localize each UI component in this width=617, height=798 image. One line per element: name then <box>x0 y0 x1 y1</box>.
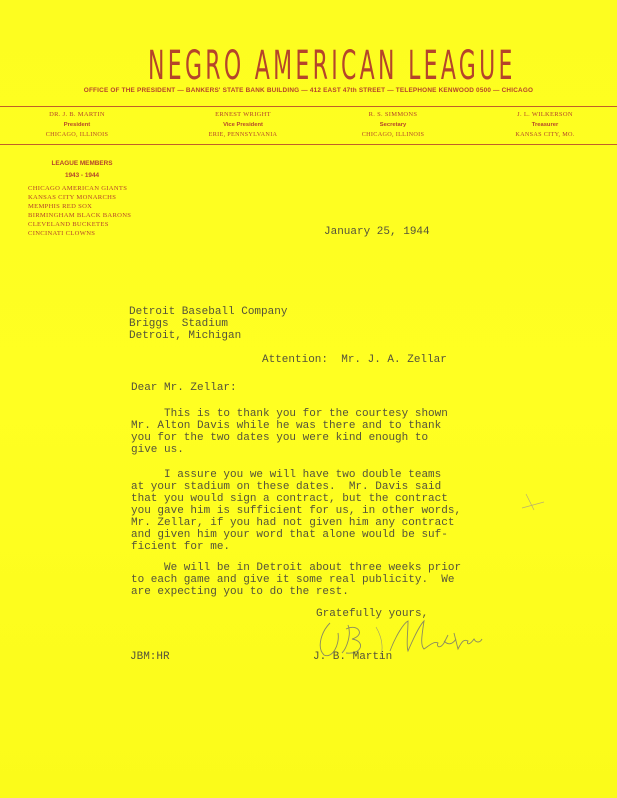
attention-line: Attention: Mr. J. A. Zellar <box>262 354 447 366</box>
officer-treasurer <box>470 110 617 140</box>
body-line: and given him your word that alone would be suf- <box>131 529 448 541</box>
league-members <box>28 160 142 238</box>
margin-mark-icon <box>518 490 548 520</box>
member-team: CINCINATI CLOWNS <box>28 230 96 237</box>
divider-top <box>0 106 617 107</box>
recipient-line: Briggs Stadium <box>129 318 229 330</box>
officer-name: J. L. WILKERSON <box>517 111 573 118</box>
member-team: KANSAS CITY MONARCHS <box>28 194 117 201</box>
officer-role: Vice President <box>223 122 263 128</box>
body-line: that you would sign a contract, but the contract <box>131 493 448 505</box>
officer-vice-president <box>168 110 318 140</box>
officer-secretary <box>318 110 468 140</box>
officer-role: Secretary <box>379 122 407 128</box>
recipient-line: Detroit Baseball Company <box>129 306 288 318</box>
officer-city: KANSAS CITY, MO. <box>515 131 575 138</box>
officer-city: ERIE, PENNSYLVANIA <box>208 131 278 138</box>
body-line: you for the two dates you were kind enough to <box>131 432 429 444</box>
typed-signature-name: J. B. Martin <box>313 651 393 663</box>
members-years: 1943 - 1944 <box>64 172 100 179</box>
body-line: you gave him is sufficient for us, in other words, <box>131 505 462 517</box>
officer-name: ERNEST WRIGHT <box>215 111 271 118</box>
officer-city: CHICAGO, ILLINOIS <box>45 131 109 138</box>
body-line: give us. <box>131 444 184 456</box>
divider-bottom <box>0 144 617 145</box>
body-line: to each game and give it some real publicity. We <box>131 574 455 586</box>
closing: Gratefully yours, <box>316 608 429 620</box>
body-line: Mr. Zellar, if you had not given him any contract <box>131 517 455 529</box>
body-line: ficient for me. <box>131 541 231 553</box>
members-heading: LEAGUE MEMBERS <box>51 160 113 167</box>
body-line: at your stadium on these dates. Mr. Davis said <box>131 481 442 493</box>
officer-name: DR. J. B. MARTIN <box>49 111 105 118</box>
letterhead-address: OFFICE OF THE PRESIDENT — BANKERS' STATE BANK BUILDING — 412 EAST 47th STREET — TELEPHONE KENWOOD 0500 — CHICAGO <box>83 87 534 94</box>
member-team: CHICAGO AMERICAN GIANTS <box>28 185 128 192</box>
officer-role: Treasurer <box>531 122 559 128</box>
officer-president <box>2 110 152 140</box>
typist-initials: JBM:HR <box>130 651 170 663</box>
officer-name: R. S. SIMMONS <box>368 111 418 118</box>
body-line: This is to thank you for the courtesy shown <box>131 408 448 420</box>
body-line: Mr. Alton Davis while he was there and to thank <box>131 420 442 432</box>
body-line: We will be in Detroit about three weeks prior <box>131 562 462 574</box>
officer-role: President <box>63 122 91 128</box>
members-list <box>28 184 142 238</box>
officer-city: CHICAGO, ILLINOIS <box>361 131 425 138</box>
member-team: MEMPHIS RED SOX <box>28 203 93 210</box>
letter-date: January 25, 1944 <box>324 226 430 238</box>
body-line: are expecting you to do the rest. <box>131 586 349 598</box>
salutation: Dear Mr. Zellar: <box>131 382 237 394</box>
letterhead-title: NEGRO AMERICAN LEAGUE <box>148 43 516 89</box>
recipient-line: Detroit, Michigan <box>129 330 242 342</box>
member-team: CLEVELAND BUCKETES <box>28 221 109 228</box>
body-line: I assure you we will have two double teams <box>131 469 442 481</box>
member-team: BIRMINGHAM BLACK BARONS <box>28 212 132 219</box>
